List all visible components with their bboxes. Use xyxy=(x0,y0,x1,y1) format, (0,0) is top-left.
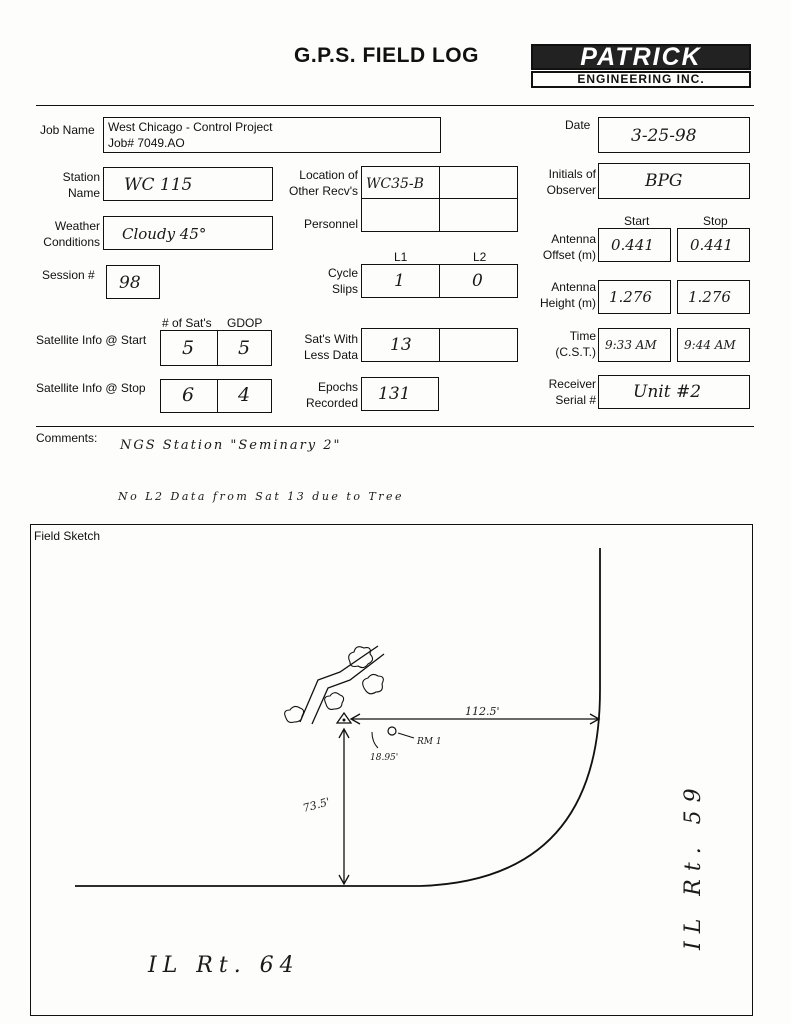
location-value: WC35-B xyxy=(366,176,424,192)
page-title: G.P.S. FIELD LOG xyxy=(294,44,479,67)
comment-line2: No L2 Data from Sat 13 due to Tree xyxy=(118,490,405,503)
cycle-slips-l1-value: 1 xyxy=(394,271,405,291)
antenna-offset-stop-value: 0.441 xyxy=(690,236,733,254)
tree-icon xyxy=(363,674,384,693)
time-start-value: 9:33 AM xyxy=(605,338,657,352)
comments-label: Comments: xyxy=(36,431,98,445)
weather-label-2: Conditions xyxy=(43,235,100,249)
road-south-label: IL Rt. 64 xyxy=(148,953,300,978)
job-name-line2: Job# 7049.AO xyxy=(108,136,185,150)
field-sketch-label: Field Sketch xyxy=(34,529,101,543)
sat-info-start-label: Satellite Info @ Start xyxy=(36,333,147,347)
antenna-offset-start-value: 0.441 xyxy=(611,236,654,254)
sat-info-stop-label: Satellite Info @ Stop xyxy=(36,381,146,395)
antenna-height-label-2: Height (m) xyxy=(539,296,596,310)
job-name-label: Job Name xyxy=(40,123,95,137)
road-curve xyxy=(75,548,600,886)
time-label-1: Time xyxy=(569,329,596,343)
rm-dist-label: 18.95' xyxy=(370,753,399,763)
epochs-label-1: Epochs xyxy=(317,380,358,394)
session-label: Session # xyxy=(42,268,95,282)
tree-icon xyxy=(285,706,304,722)
tree-icon xyxy=(325,693,344,710)
receiver-value: Unit #2 xyxy=(633,382,702,402)
location-label-1: Location of xyxy=(299,168,358,182)
gdop-start-value: 5 xyxy=(238,337,251,359)
epochs-label-2: Recorded xyxy=(305,396,358,410)
time-label-2: (C.S.T.) xyxy=(555,345,596,359)
comment-line1: NGS Station "Seminary 2" xyxy=(120,438,342,453)
l2-label: L2 xyxy=(473,250,487,264)
receiver-label-1: Receiver xyxy=(548,377,596,391)
dist-south-label: 73.5' xyxy=(301,795,332,815)
initials-label-2: Observer xyxy=(546,183,596,197)
l1-label: L1 xyxy=(394,250,408,264)
station-point xyxy=(343,719,346,722)
weather-value: Cloudy 45° xyxy=(122,225,207,243)
station-name-label-2: Name xyxy=(67,186,100,200)
weather-label-1: Weather xyxy=(54,219,100,233)
rm-label: RM 1 xyxy=(417,737,442,747)
sats-stop-value: 6 xyxy=(182,384,195,406)
antenna-height-start-value: 1.276 xyxy=(609,288,652,306)
time-stop-value: 9:44 AM xyxy=(684,338,736,352)
gdop-label: GDOP xyxy=(227,316,263,330)
num-sats-label: # of Sat's xyxy=(162,316,212,330)
sats-less-label-1: Sat's With xyxy=(304,332,358,346)
logo-bottom-text: ENGINEERING INC. xyxy=(531,71,751,88)
cycle-slips-label-1: Cycle xyxy=(327,266,358,280)
date-label: Date xyxy=(565,118,591,132)
date-value: 3-25-98 xyxy=(631,126,697,146)
station-name-label-1: Station xyxy=(62,170,100,184)
gdop-stop-value: 4 xyxy=(238,384,251,406)
receiver-label-2: Serial # xyxy=(555,393,596,407)
antenna-height-stop-value: 1.276 xyxy=(688,288,731,306)
initials-value: BPG xyxy=(645,171,683,191)
initials-label-1: Initials of xyxy=(548,167,596,181)
cycle-slips-label-2: Slips xyxy=(331,282,358,296)
dist-east-label: 112.5' xyxy=(465,705,500,718)
cycle-slips-l2-value: 0 xyxy=(472,271,483,291)
road-east-label: IL Rt. 59 xyxy=(681,780,706,950)
rm-marker-icon xyxy=(388,727,396,735)
sats-start-value: 5 xyxy=(182,337,195,359)
epochs-value: 131 xyxy=(378,384,411,404)
start-label: Start xyxy=(624,214,650,228)
location-label-2: Other Recv's xyxy=(289,184,358,198)
sats-less-value: 13 xyxy=(390,335,412,355)
sidewalk-path-edge xyxy=(312,654,384,724)
stop-label: Stop xyxy=(703,214,728,228)
rm-pointer xyxy=(398,733,414,738)
rm-dist-pointer xyxy=(372,732,378,748)
station-name-value: WC 115 xyxy=(124,175,193,195)
job-name-line1: West Chicago - Control Project xyxy=(108,120,273,134)
personnel-label: Personnel xyxy=(303,217,358,231)
antenna-height-label-1: Antenna xyxy=(551,280,596,294)
sats-less-label-2: Less Data xyxy=(303,348,358,362)
logo-top-text: PATRICK xyxy=(531,44,751,70)
antenna-offset-label-2: Offset (m) xyxy=(542,248,596,262)
session-value: 98 xyxy=(119,273,141,293)
antenna-offset-label-1: Antenna xyxy=(551,232,596,246)
